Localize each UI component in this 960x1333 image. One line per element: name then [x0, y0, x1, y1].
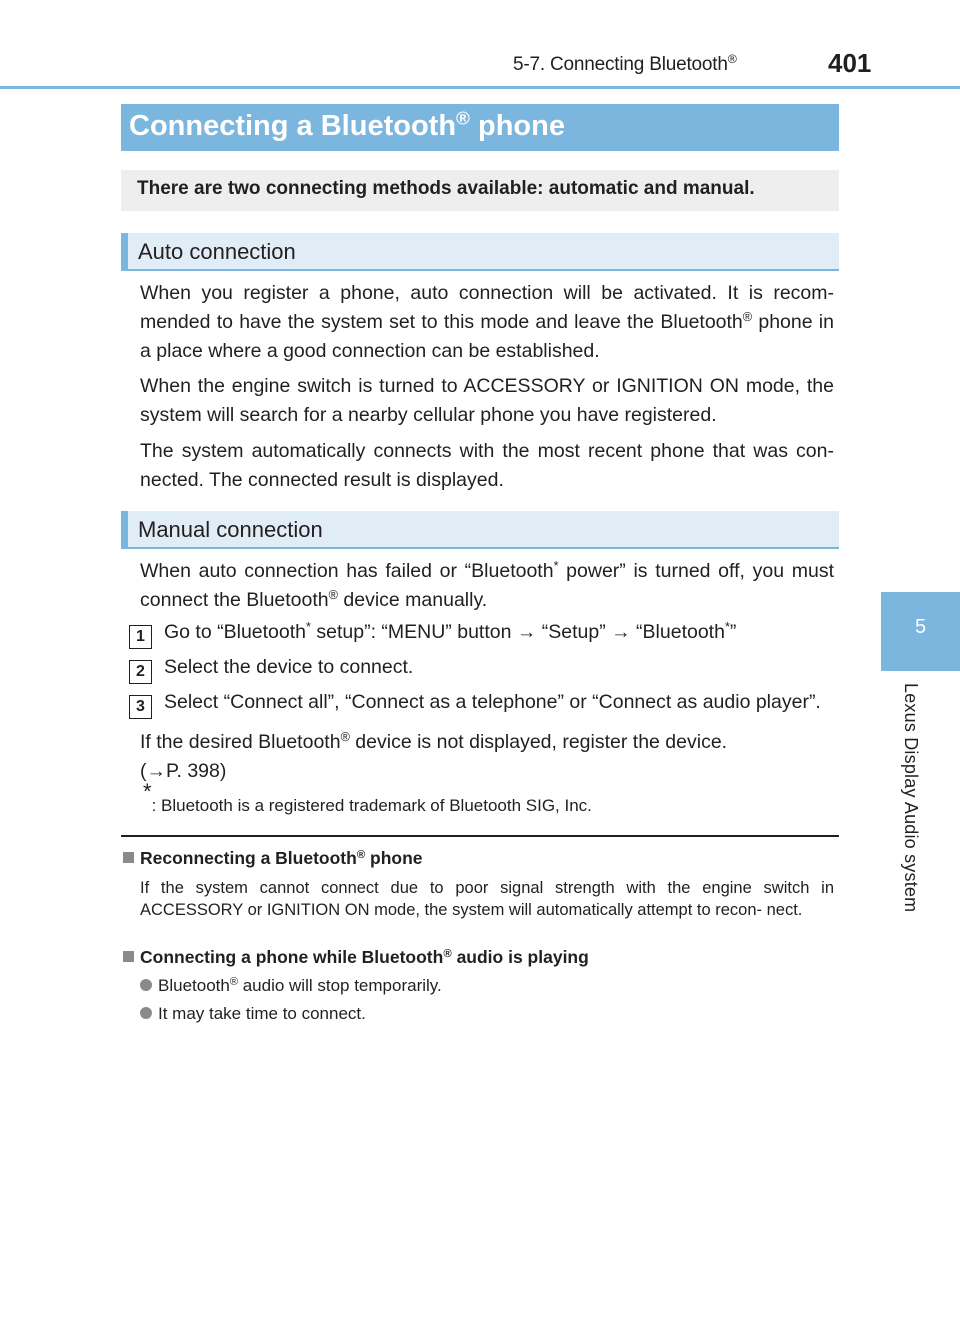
step-text: Select the device to connect.	[164, 656, 414, 678]
note-1-heading-text: Reconnecting a Bluetooth	[140, 848, 357, 868]
intro-box	[121, 170, 839, 211]
step-text	[164, 621, 736, 644]
manual-after-steps	[140, 728, 834, 786]
square-bullet-icon	[123, 852, 134, 863]
registered-mark: ®	[356, 848, 366, 861]
circle-bullet-icon	[140, 979, 152, 991]
footnote	[143, 779, 592, 816]
step-1-text-end: ”	[729, 621, 737, 643]
bullet-item	[140, 1004, 366, 1024]
asterisk-mark: *	[143, 779, 152, 804]
chapter-number: 5	[914, 616, 927, 638]
square-bullet-icon	[123, 951, 134, 962]
section-title-text: Connecting a Bluetooth	[129, 110, 457, 142]
chapter-tab	[881, 592, 960, 671]
section-title-bar	[121, 104, 839, 151]
bullet-item	[140, 976, 442, 996]
intro-text: There are two connecting methods available: automatic and manual.	[137, 178, 755, 199]
auto-paragraph-1	[140, 279, 834, 366]
step-1-text: Go to “Bluetooth	[164, 621, 307, 643]
asterisk-mark: *	[306, 620, 311, 635]
after-steps-text: If the desired Bluetooth	[140, 731, 341, 753]
registered-mark: ®	[340, 730, 350, 745]
running-header	[513, 54, 737, 76]
registered-mark: ®	[742, 310, 753, 325]
section-title	[129, 107, 565, 143]
manual-connection-heading	[121, 511, 839, 549]
running-header-text: 5-7. Connecting Bluetooth	[513, 54, 728, 75]
note-2-heading-text: Connecting a phone while Bluetooth	[140, 947, 444, 967]
note-1-heading-end: phone	[365, 848, 423, 868]
step-number: 1	[129, 625, 152, 649]
after-steps-text-end: device is not displayed, register the device.	[349, 731, 728, 753]
page-reference: (→P. 398)	[140, 760, 227, 782]
step-number: 2	[129, 660, 152, 684]
heading-accent-bar	[121, 511, 128, 547]
bullet-2-text: It may take time to connect.	[158, 1004, 366, 1023]
asterisk-mark: *	[553, 559, 559, 574]
note-reconnecting-body: If the system cannot connect due to poor signal strength with the engine switch in ACCESSORY or IGNITION ON mode, the system will automatically attempt to recon- nect.	[140, 879, 834, 919]
note-heading-audio-playing	[123, 947, 589, 968]
manual-connection-heading-text: Manual connection	[138, 517, 323, 542]
auto-connection-heading	[121, 233, 839, 271]
note-2-heading-end: audio is playing	[451, 947, 589, 967]
registered-mark: ®	[229, 975, 238, 988]
asterisk-mark: *	[724, 620, 730, 635]
auto-p1-text-end: phone in a place where a good connection can be established.	[140, 311, 834, 362]
registered-mark: ®	[443, 947, 452, 960]
manual-paragraph-1	[140, 557, 834, 615]
auto-paragraph-2: When the engine switch is turned to ACCESSORY or IGNITION ON mode, the system will search for a nearby cellular phone you have registered.	[140, 375, 834, 426]
manual-p1-text: When auto connection has failed or “Bluetooth	[140, 560, 554, 582]
bullet-1-text-end: audio will stop temporarily.	[237, 976, 442, 995]
step-1-text-mid: setup”: “MENU” button → “Setup” → “Bluetooth	[310, 621, 725, 643]
heading-accent-bar	[121, 233, 128, 269]
registered-mark: ®	[727, 52, 737, 67]
registered-mark: ®	[456, 107, 470, 129]
bullet-1-text: Bluetooth	[158, 976, 230, 995]
manual-p1-text-mid: power” is turned off, you must connect the Bluetooth	[140, 560, 834, 611]
auto-p1-text: When you register a phone, auto connection will be activated. It is recom- mended to have the system set to this mode and leave the Bluetooth	[140, 282, 834, 333]
footnote-text: : Bluetooth is a registered trademark of Bluetooth SIG, Inc.	[151, 796, 592, 816]
auto-connection-heading-text: Auto connection	[138, 239, 296, 264]
registered-mark: ®	[328, 588, 338, 603]
chapter-title: Lexus Display Audio system	[901, 683, 921, 913]
auto-paragraph-3: The system automatically connects with the most recent phone that was con- nected. The connected result is displayed.	[140, 440, 834, 491]
circle-bullet-icon	[140, 1007, 152, 1019]
header-rule	[0, 86, 960, 89]
page-number: 401	[828, 48, 872, 78]
manual-p1-text-end: device manually.	[337, 589, 488, 611]
note-heading-reconnecting	[123, 848, 423, 869]
section-divider	[121, 835, 839, 837]
step-text: Select “Connect all”, “Connect as a telephone” or “Connect as audio player”.	[164, 691, 821, 713]
step-number: 3	[129, 695, 152, 719]
section-title-suffix: phone	[469, 110, 565, 142]
